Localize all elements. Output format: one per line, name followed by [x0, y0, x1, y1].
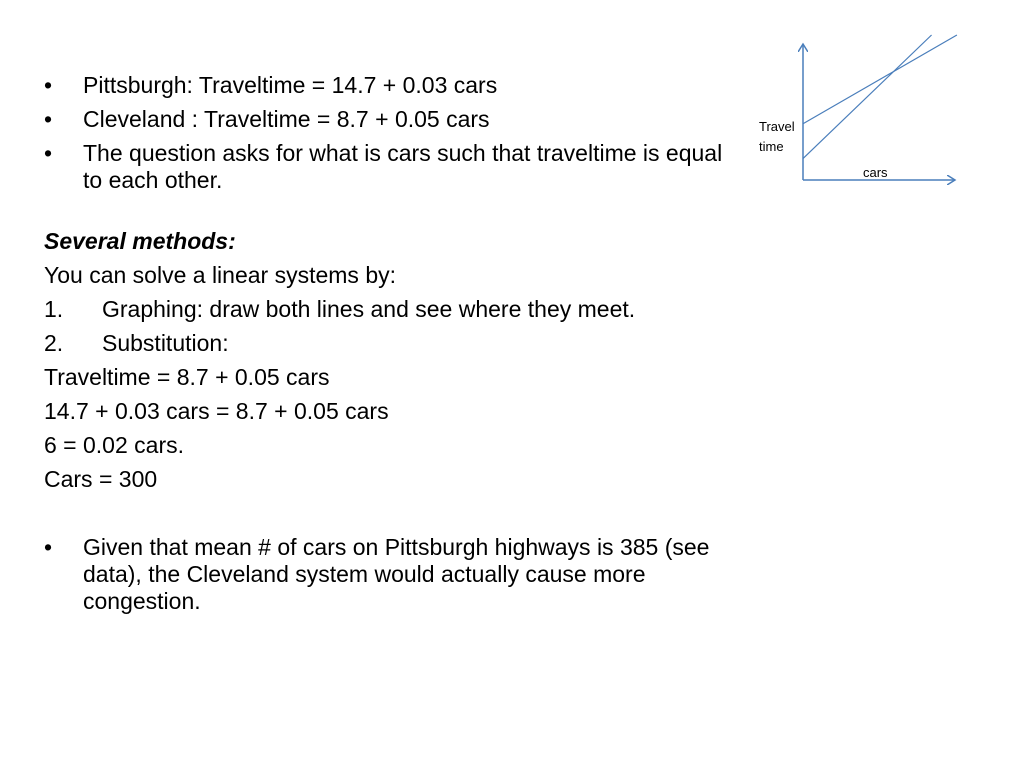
x-axis-label: cars — [863, 165, 888, 180]
bullet-text-question: The question asks for what is cars such that traveltime is equal to each other. — [83, 140, 723, 193]
work-line: Cars = 300 — [44, 466, 158, 492]
spacer — [44, 500, 744, 534]
work-line: 6 = 0.02 cars. — [44, 432, 184, 458]
numbered-item — [44, 296, 744, 323]
methods-heading: Several methods: — [44, 228, 236, 254]
slide-body — [44, 72, 744, 622]
sketch-graph — [750, 30, 980, 190]
bullet-item — [44, 140, 744, 194]
work-line: 14.7 + 0.03 cars = 8.7 + 0.05 cars — [44, 398, 389, 424]
bullet-icon: • — [44, 140, 53, 166]
bullet-text-conclusion: Given that mean # of cars on Pittsburgh highways is 385 (see data), the Cleveland system would actually cause more congestion. — [83, 534, 710, 614]
pittsburgh-line — [803, 35, 957, 124]
bullet-icon: • — [44, 72, 53, 98]
y-axis-label: Travel time — [759, 119, 795, 154]
bullet-item — [44, 106, 744, 133]
numbered-item — [44, 330, 744, 357]
bullet-icon: • — [44, 106, 53, 132]
item-text-substitution: Substitution: — [102, 330, 229, 356]
item-text-graphing: Graphing: draw both lines and see where they meet. — [102, 296, 636, 322]
bullet-text-cleveland: Cleveland : Traveltime = 8.7 + 0.05 cars — [83, 106, 490, 132]
bullet-item — [44, 72, 744, 99]
work-line: Traveltime = 8.7 + 0.05 cars — [44, 364, 330, 390]
item-number: 2. — [44, 330, 64, 356]
bullet-text-pittsburgh: Pittsburgh: Traveltime = 14.7 + 0.03 cars — [83, 72, 498, 98]
intro-line: You can solve a linear systems by: — [44, 262, 396, 288]
item-number: 1. — [44, 296, 64, 322]
cleveland-line — [803, 35, 932, 159]
bullet-item — [44, 534, 744, 615]
bullet-icon: • — [44, 534, 53, 560]
